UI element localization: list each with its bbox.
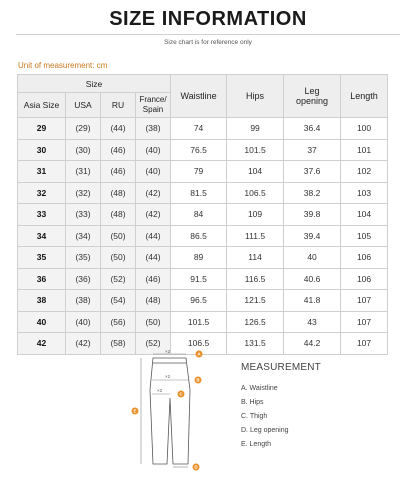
- usa-size-cell: (35): [66, 247, 101, 269]
- waistline-cell: 101.5: [171, 311, 227, 333]
- leg-opening-cell: 37.6: [284, 161, 341, 183]
- hips-cell: 131.5: [227, 333, 284, 355]
- asia-size-cell: 32: [18, 182, 66, 204]
- ru-size-cell: (50): [101, 247, 136, 269]
- measurement-list: [241, 382, 288, 452]
- leg-opening-cell: 38.2: [284, 182, 341, 204]
- france-spain-size-cell: (44): [136, 225, 171, 247]
- waistline-cell: 91.5: [171, 268, 227, 290]
- ru-size-cell: (58): [101, 333, 136, 355]
- length-cell: 102: [341, 161, 388, 183]
- hips-cell: 109: [227, 204, 284, 226]
- marker-d-label: D: [194, 464, 198, 470]
- measurement-item-thigh: C. Thigh: [241, 413, 268, 420]
- france-spain-size-cell: (50): [136, 311, 171, 333]
- measurement-item-hips: B. Hips: [241, 399, 264, 406]
- france-spain-size-cell: (42): [136, 182, 171, 204]
- ru-size-cell: (52): [101, 268, 136, 290]
- leg-opening-cell: 40.6: [284, 268, 341, 290]
- hips-header: Hips: [227, 75, 284, 118]
- leg-opening-cell: 43: [284, 311, 341, 333]
- waistline-cell: 79: [171, 161, 227, 183]
- hips-cell: 104: [227, 161, 284, 183]
- table-row: [18, 182, 388, 204]
- hips-cell: 121.5: [227, 290, 284, 312]
- france-spain-size-cell: (44): [136, 247, 171, 269]
- usa-size-cell: (34): [66, 225, 101, 247]
- waistline-cell: 96.5: [171, 290, 227, 312]
- leg-opening-cell: 39.4: [284, 225, 341, 247]
- france-spain-size-cell: (40): [136, 161, 171, 183]
- waistline-cell: 86.5: [171, 225, 227, 247]
- length-cell: 104: [341, 204, 388, 226]
- table-row: [18, 225, 388, 247]
- asia-size-cell: 35: [18, 247, 66, 269]
- size-table: [17, 74, 388, 355]
- france-spain-size-cell: (40): [136, 139, 171, 161]
- france-spain-size-cell: (48): [136, 290, 171, 312]
- hips-cell: 101.5: [227, 139, 284, 161]
- size-group-header: Size: [18, 75, 171, 93]
- usa-header: USA: [66, 93, 101, 118]
- leg-opening-cell: 40: [284, 247, 341, 269]
- asia-size-cell: 36: [18, 268, 66, 290]
- ru-size-cell: (46): [101, 161, 136, 183]
- asia-size-cell: 38: [18, 290, 66, 312]
- waistline-header: Waistline: [171, 75, 227, 118]
- table-row: [18, 290, 388, 312]
- usa-size-cell: (40): [66, 311, 101, 333]
- table-row: [18, 311, 388, 333]
- length-cell: 103: [341, 182, 388, 204]
- table-row: [18, 139, 388, 161]
- france-spain-size-cell: (52): [136, 333, 171, 355]
- marker-c-label: C: [179, 391, 183, 397]
- waistline-cell: 89: [171, 247, 227, 269]
- waistline-cell: 81.5: [171, 182, 227, 204]
- ru-size-cell: (48): [101, 204, 136, 226]
- asia-size-cell: 40: [18, 311, 66, 333]
- france-spain-size-cell: (42): [136, 204, 171, 226]
- table-row: [18, 118, 388, 140]
- leg-opening-cell: 36.4: [284, 118, 341, 140]
- hips-cell: 106.5: [227, 182, 284, 204]
- length-cell: 100: [341, 118, 388, 140]
- usa-size-cell: (38): [66, 290, 101, 312]
- unit-note: Unit of measurement: cm: [18, 61, 108, 70]
- times-two-a: ×2: [165, 350, 171, 354]
- asia-size-cell: 31: [18, 161, 66, 183]
- asia-size-cell: 34: [18, 225, 66, 247]
- waistline-cell: 106.5: [171, 333, 227, 355]
- asia-size-cell: 30: [18, 139, 66, 161]
- length-cell: 107: [341, 333, 388, 355]
- france-spain-header: France/ Spain: [136, 93, 171, 118]
- page-subtitle: Size chart is for reference only: [164, 39, 252, 46]
- marker-e-label: E: [133, 408, 137, 414]
- table-row: [18, 268, 388, 290]
- ru-size-cell: (44): [101, 118, 136, 140]
- waistline-cell: 76.5: [171, 139, 227, 161]
- measurement-item-leg-opening: D. Leg opening: [241, 427, 289, 434]
- marker-a-label: A: [197, 351, 201, 357]
- hips-cell: 116.5: [227, 268, 284, 290]
- measurement-item-waistline: A. Waistline: [241, 385, 278, 392]
- length-cell: 106: [341, 268, 388, 290]
- asia-size-cell: 33: [18, 204, 66, 226]
- length-cell: 106: [341, 247, 388, 269]
- table-row: [18, 161, 388, 183]
- ru-size-cell: (54): [101, 290, 136, 312]
- marker-b-label: B: [196, 377, 200, 383]
- ru-size-cell: (48): [101, 182, 136, 204]
- waistline-cell: 74: [171, 118, 227, 140]
- asia-size-cell: 29: [18, 118, 66, 140]
- usa-size-cell: (33): [66, 204, 101, 226]
- leg-opening-cell: 39.8: [284, 204, 341, 226]
- usa-size-cell: (32): [66, 182, 101, 204]
- table-row: [18, 204, 388, 226]
- hips-cell: 99: [227, 118, 284, 140]
- title-divider: [16, 34, 400, 35]
- hips-cell: 114: [227, 247, 284, 269]
- measurement-title: MEASUREMENT: [241, 362, 321, 373]
- length-cell: 107: [341, 311, 388, 333]
- length-cell: 105: [341, 225, 388, 247]
- leg-opening-cell: 37: [284, 139, 341, 161]
- page-title: SIZE INFORMATION: [109, 8, 307, 30]
- usa-size-cell: (31): [66, 161, 101, 183]
- ru-size-cell: (56): [101, 311, 136, 333]
- times-two-c: ×2: [157, 388, 163, 393]
- measurement-item-length: E. Length: [241, 441, 271, 448]
- usa-size-cell: (29): [66, 118, 101, 140]
- france-spain-size-cell: (46): [136, 268, 171, 290]
- hips-cell: 111.5: [227, 225, 284, 247]
- leg-opening-header: Leg opening: [284, 75, 341, 118]
- hips-cell: 126.5: [227, 311, 284, 333]
- usa-size-cell: (30): [66, 139, 101, 161]
- asia-size-header: Asia Size: [18, 93, 66, 118]
- length-cell: 101: [341, 139, 388, 161]
- length-cell: 107: [341, 290, 388, 312]
- length-header: Length: [341, 75, 388, 118]
- asia-size-cell: 42: [18, 333, 66, 355]
- usa-size-cell: (42): [66, 333, 101, 355]
- waistline-cell: 84: [171, 204, 227, 226]
- usa-size-cell: (36): [66, 268, 101, 290]
- leg-opening-cell: 41.8: [284, 290, 341, 312]
- ru-header: RU: [101, 93, 136, 118]
- ru-size-cell: (46): [101, 139, 136, 161]
- leg-opening-cell: 44.2: [284, 333, 341, 355]
- pants-diagram: [128, 350, 218, 472]
- france-spain-size-cell: (38): [136, 118, 171, 140]
- size-table-body: [18, 118, 388, 355]
- ru-size-cell: (50): [101, 225, 136, 247]
- times-two-b: ×2: [165, 374, 171, 379]
- table-row: [18, 247, 388, 269]
